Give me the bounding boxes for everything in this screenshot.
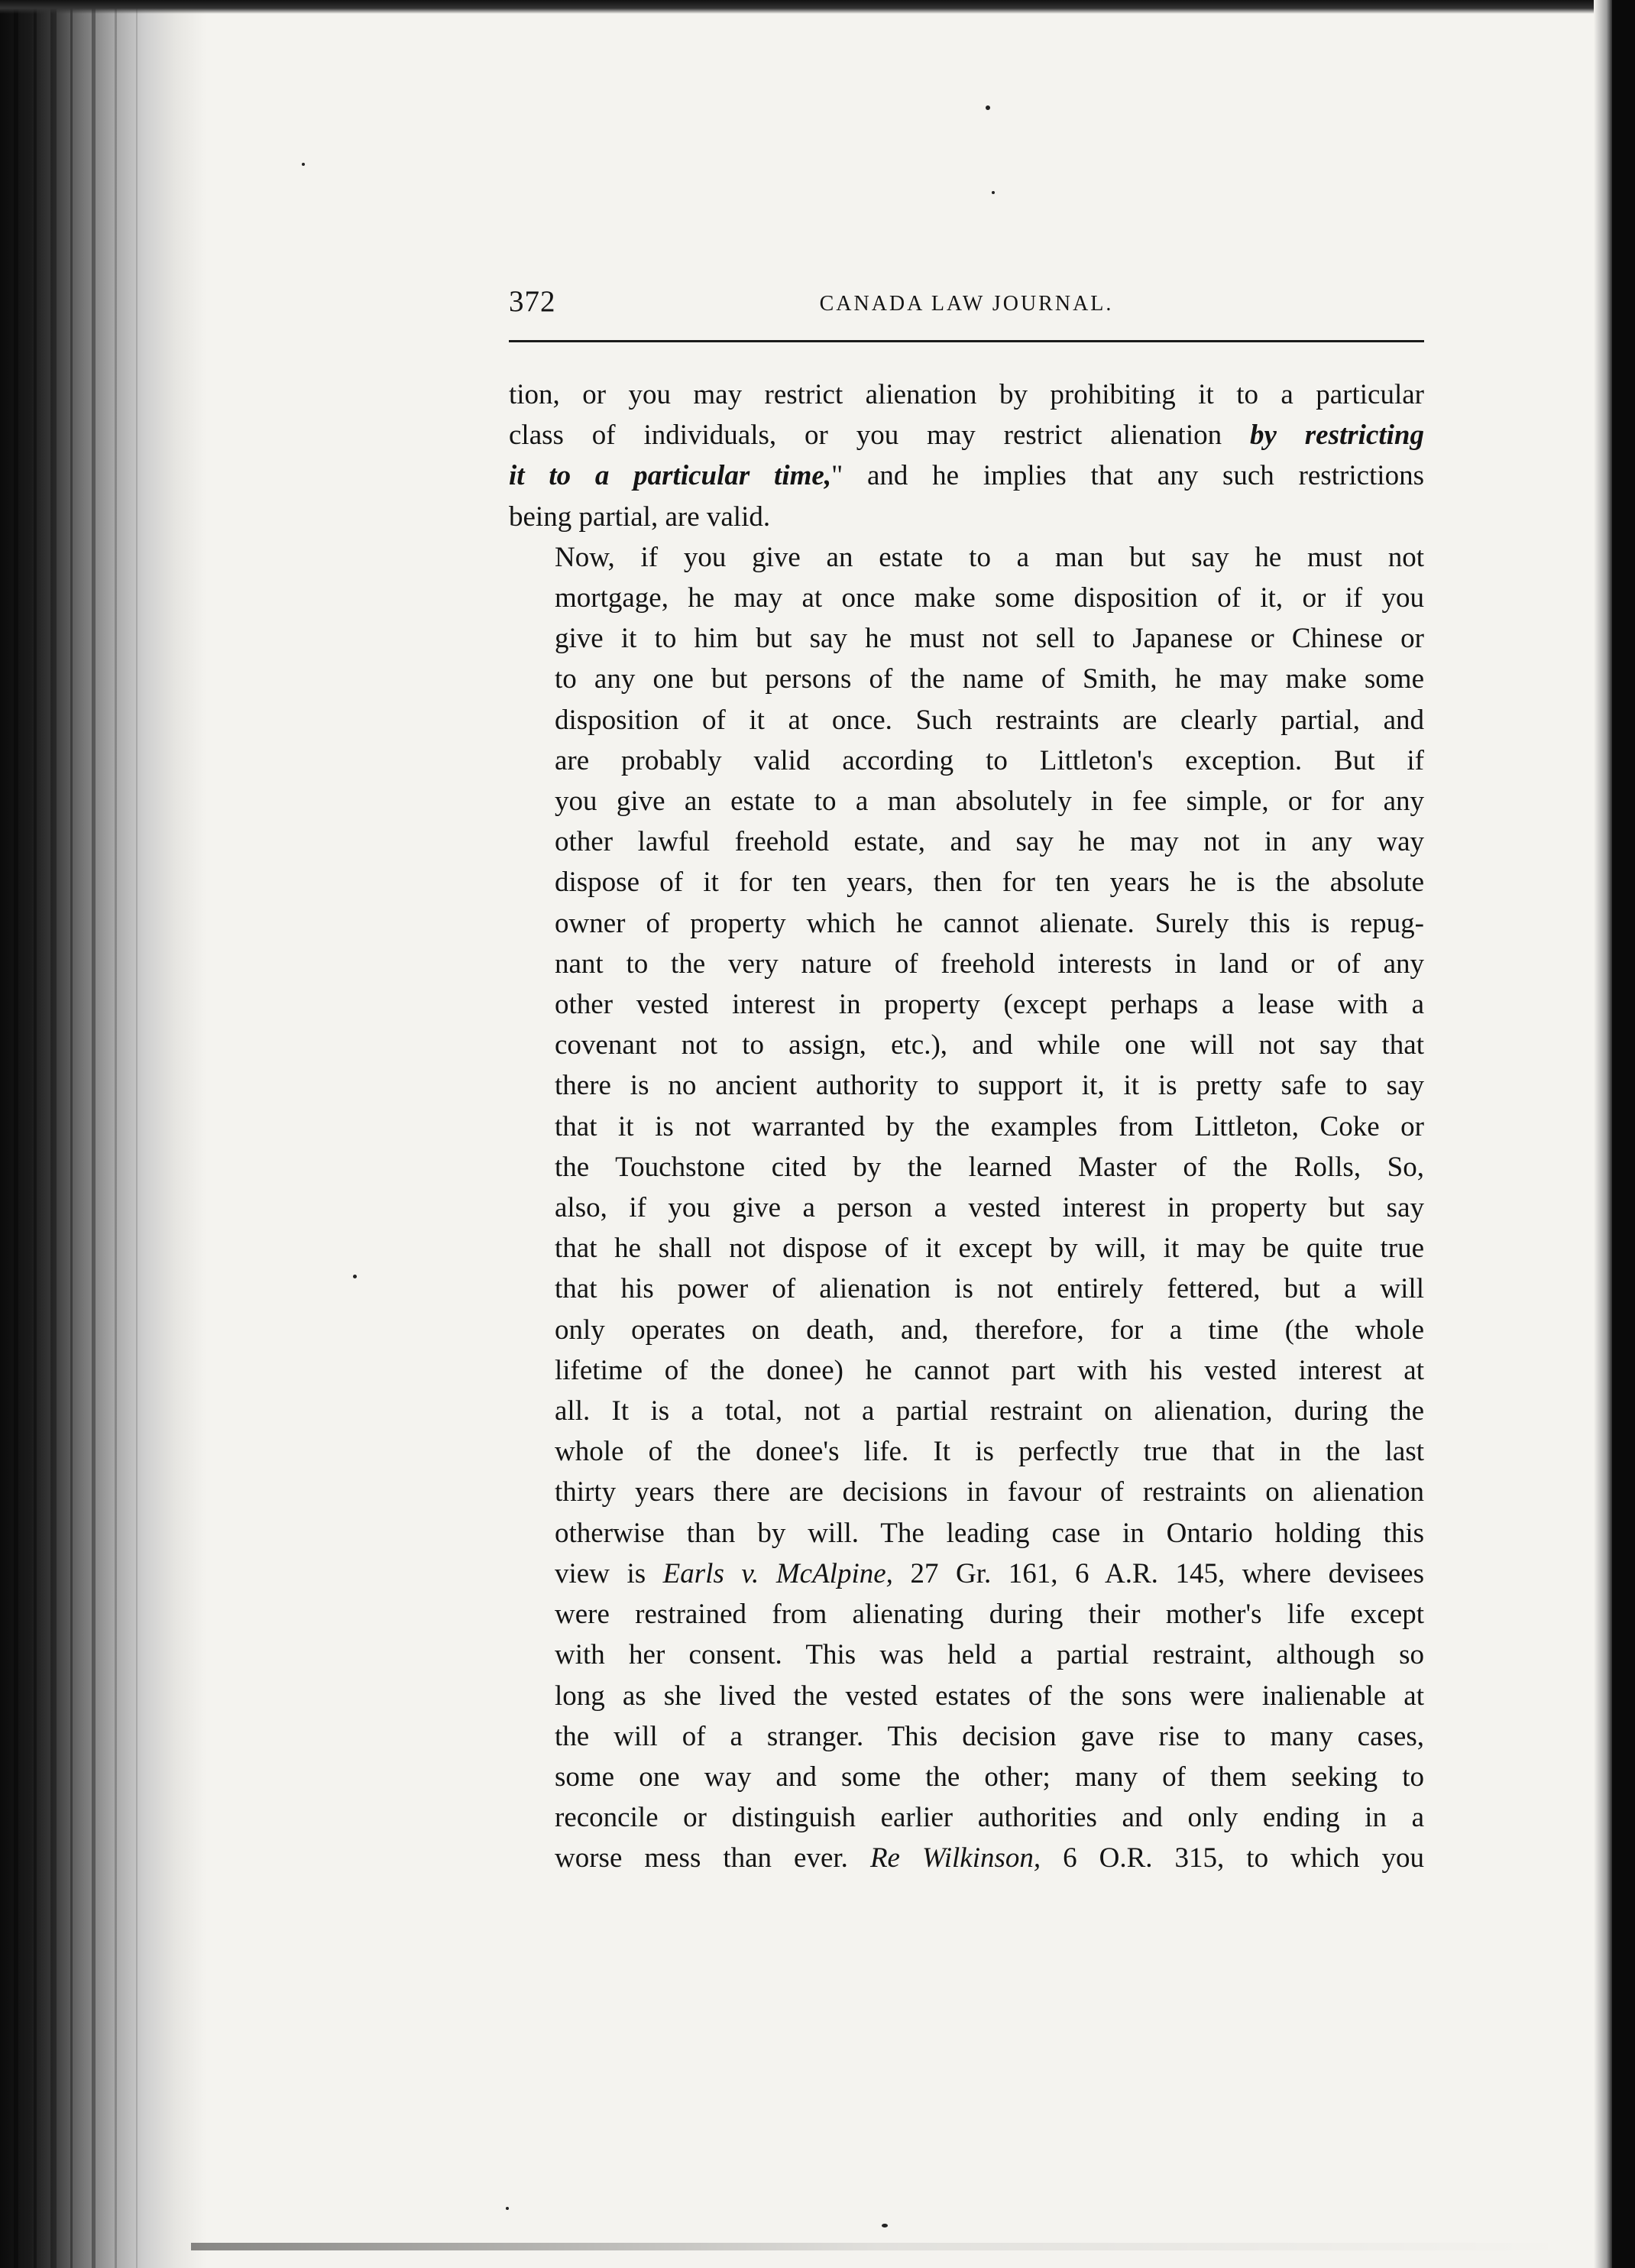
text-line: all. It is a total, not a partial restraint on alienation, during the (555, 1395, 1424, 1427)
scan-speck (506, 2207, 509, 2210)
text-line: other lawful freehold estate, and say he may not in any way (555, 826, 1424, 858)
text-line: that he shall not dispose of it except by will, it may be quite true (555, 1233, 1424, 1265)
text-line: were restrained from alienating during their mother's life except (555, 1599, 1424, 1631)
text-line: mortgage, he may at once make some disposition of it, or if you (555, 582, 1424, 614)
text-line (509, 1554, 1424, 1594)
scan-speck (882, 2224, 888, 2228)
text-line: only operates on death, and, therefore, for a time (the whole (555, 1314, 1424, 1346)
text-line: that his power of alienation is not entirely fettered, but a will (555, 1273, 1424, 1305)
text-line: covenant not to assign, etc.), and while one will not say that (555, 1029, 1424, 1061)
text-line: are probably valid according to Littleton's exception. But if (555, 744, 1424, 776)
text-line: thirty years there are decisions in favour of restraints on alienation (555, 1476, 1424, 1508)
text-line: otherwise than by will. The leading case in Ontario holding this (555, 1517, 1424, 1549)
text-segment: 6 O.R. 315, to which you (1063, 1842, 1424, 1874)
page-header (509, 284, 1424, 327)
text-line: tion, or you may restrict alienation by prohibiting it to a particular (509, 379, 1424, 410)
italic-phrase: by restricting (1249, 420, 1425, 452)
scan-speck (353, 1275, 357, 1278)
text-line: the will of a stranger. This decision gave rise to many cases, (555, 1720, 1424, 1752)
text-line: nant to the very nature of freehold interests in land or of any (555, 948, 1424, 980)
text-line: you give an estate to a man absolutely in fee simple, or for any (555, 786, 1424, 818)
scan-bottom-smudge (191, 2243, 1566, 2250)
text-line: disposition of it at once. Such restraints are clearly partial, and (555, 704, 1424, 736)
italic-phrase: it to a particular time, (509, 460, 832, 492)
text-line: long as she lived the vested estates of the sons were inalienable at (555, 1680, 1424, 1712)
text-line: with her consent. This was held a partial restraint, although so (555, 1639, 1424, 1671)
text-line: whole of the donee's life. It is perfectly true that in the last (555, 1436, 1424, 1468)
text-line: some one way and some the other; many of them seeking to (555, 1761, 1424, 1793)
text-line (509, 455, 1424, 496)
text-line: dispose of it for ten years, then for ten years he is the absolute (555, 867, 1424, 899)
text-line: the Touchstone cited by the learned Master of the Rolls, So, (555, 1151, 1424, 1183)
scan-right-edge (1612, 0, 1635, 2268)
header-rule (509, 340, 1424, 342)
scan-speck (302, 163, 305, 166)
paragraph-2 (509, 537, 1424, 1879)
text-line: Now, if you give an estate to a man but say he must not (555, 541, 1424, 573)
text-segment: class of individuals, or you may restrict alienation (509, 420, 1222, 452)
article-body (509, 374, 1424, 1879)
scan-right-edge-fade (1594, 0, 1612, 2268)
text-segment: " and he implies that any such restrictions (831, 460, 1424, 492)
text-line: also, if you give a person a vested interest in property but say (555, 1192, 1424, 1224)
text-line: there is no ancient authority to support it, it is pretty safe to say (555, 1070, 1424, 1102)
text-segment: view is (555, 1557, 646, 1589)
paragraph-1 (509, 374, 1424, 537)
running-head: CANADA LAW JOURNAL. (819, 292, 1114, 316)
text-line: give it to him but say he must not sell to Japanese or Chinese or (555, 623, 1424, 655)
case-citation: Re Wilkinson, (869, 1842, 1041, 1874)
text-line: lifetime of the donee) he cannot part with his vested interest at (555, 1354, 1424, 1386)
text-line: to any one but persons of the name of Smith, he may make some (555, 663, 1424, 695)
scan-speck (986, 105, 990, 110)
text-line: being partial, are valid. (509, 501, 771, 533)
page-number: 372 (509, 285, 556, 318)
scan-top-edge (0, 0, 1635, 14)
text-line: owner of property which he cannot alienate. Surely this is repug- (555, 907, 1424, 939)
text-segment: 27 Gr. 161, 6 A.R. 145, where devisees (910, 1557, 1425, 1589)
text-line: other vested interest in property (except perhaps a lease with a (555, 989, 1424, 1021)
case-citation: Earls v. McAlpine, (662, 1557, 893, 1589)
text-line: reconcile or distinguish earlier authorities and only ending in a (555, 1802, 1424, 1834)
scan-speck (992, 191, 995, 194)
text-line: that it is not warranted by the examples from Littleton, Coke or (555, 1110, 1424, 1142)
text-line (509, 1838, 1424, 1878)
scan-binding-shadow (0, 0, 206, 2268)
text-line (509, 415, 1424, 455)
text-segment: worse mess than ever. (555, 1842, 848, 1874)
